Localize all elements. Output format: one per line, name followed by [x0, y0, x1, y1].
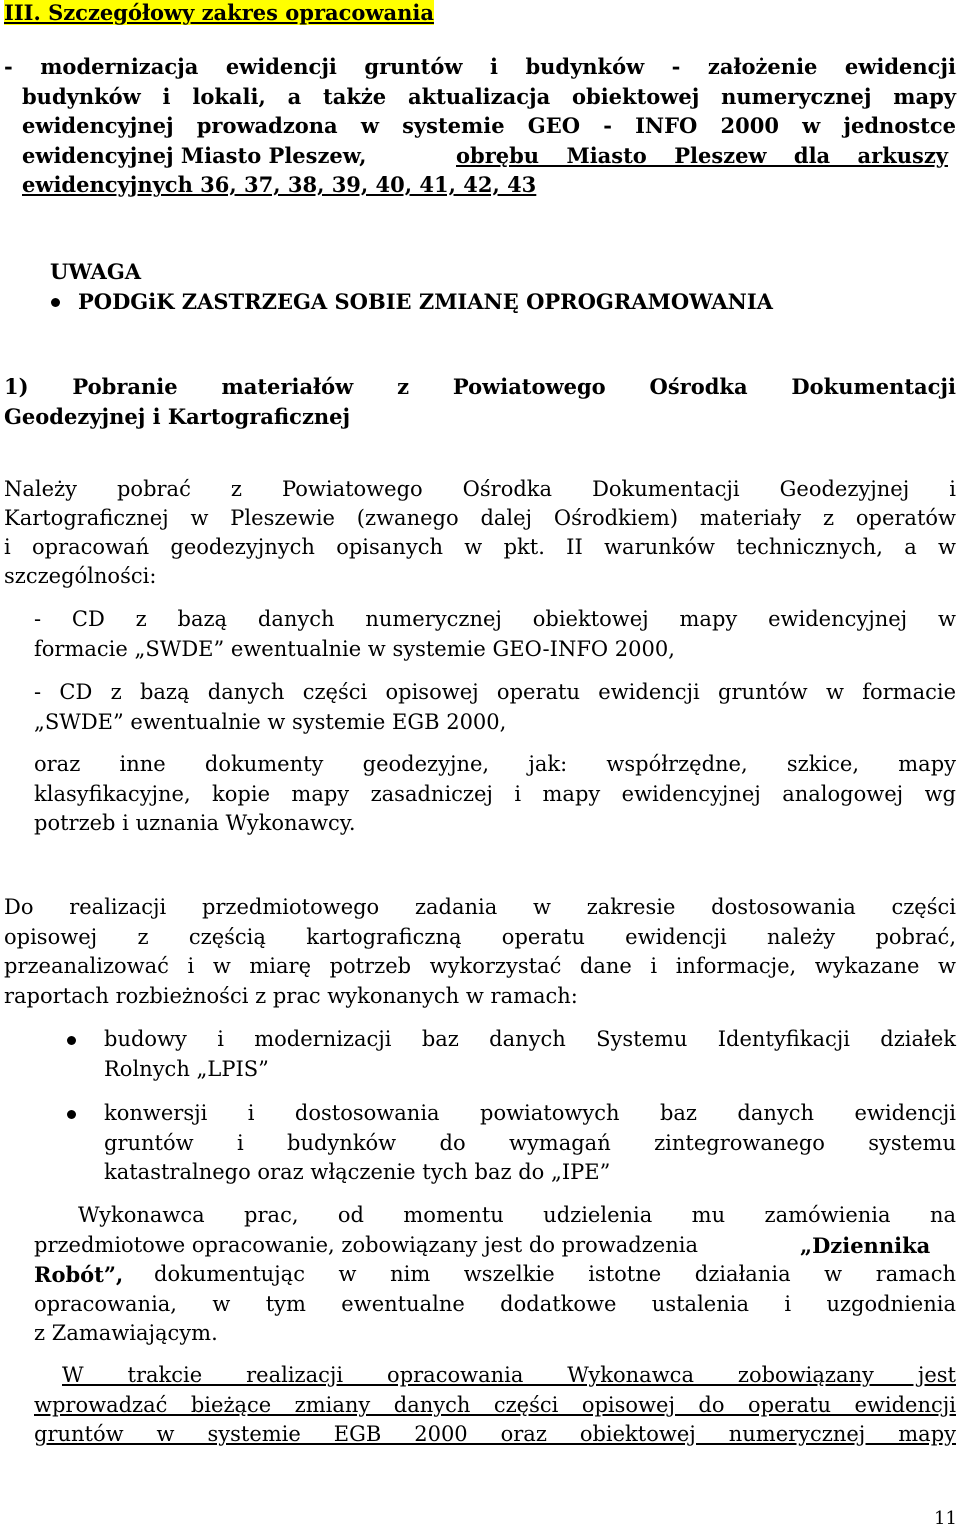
scope-line: ewidencyjnej Miasto Pleszew,: [22, 143, 367, 168]
uwaga-item: PODGiK ZASTRZEGA SOBIE ZMIANĘ OPROGRAMOWANIA: [78, 289, 773, 314]
update-line: W trakcie realizacji opracowania Wykonawca zobowiązany jest: [62, 1363, 956, 1387]
bullet-item-line: gruntów i budynków do wymagań zintegrowanego systemu: [104, 1131, 956, 1155]
scope-line: ewidencyjnej prowadzona w systemie GEO - INFO 2000 w jednostce: [22, 113, 956, 138]
bullet-icon: [67, 1110, 76, 1119]
realization-line: raportach rozbieżności z prac wykonanych w ramach:: [4, 984, 578, 1008]
uwaga-title: UWAGA: [50, 259, 142, 284]
contractor-line: z Zamawiającym.: [34, 1321, 218, 1345]
scope-line-underlined: obrębu Miasto Pleszew dla arkuszy: [456, 143, 948, 168]
contractor-line: Wykonawca prac, od momentu udzielenia mu zamówienia na: [78, 1203, 956, 1227]
other-docs-line: klasyfikacyjne, kopie mapy zasadniczej i mapy ewidencyjnej analogowej wg: [34, 782, 956, 806]
bullet-item-line: katastralnego oraz włączenie tych baz do „IPE”: [104, 1160, 611, 1184]
other-docs-line: potrzeb i uznania Wykonawcy.: [34, 811, 356, 835]
other-docs-line: oraz inne dokumenty geodezyjne, jak: współrzędne, szkice, mapy: [34, 752, 956, 776]
bullet-item-line: Rolnych „LPIS”: [104, 1057, 269, 1081]
section1-para-line: Należy pobrać z Powiatowego Ośrodka Dokumentacji Geodezyjnej i: [4, 477, 956, 501]
section1-para-line: Kartograficznej w Pleszewie (zwanego dalej Ośrodkiem) materiały z operatów: [4, 506, 956, 530]
bullet-icon: [67, 1036, 76, 1045]
section1-heading: 1) Pobranie materiałów z Powiatowego Ośrodka Dokumentacji: [4, 374, 956, 399]
contractor-line: przedmiotowe opracowanie, zobowiązany jest do prowadzenia: [34, 1233, 698, 1257]
bullet-item-line: konwersji i dostosowania powiatowych baz danych ewidencji: [104, 1101, 956, 1125]
scope-line-underlined: ewidencyjnych 36, 37, 38, 39, 40, 41, 42, 43: [22, 172, 537, 197]
update-line: gruntów w systemie EGB 2000 oraz obiektowej numerycznej mapy: [34, 1422, 956, 1446]
page-number: 11: [934, 1508, 957, 1529]
bullet-item-line: budowy i modernizacji baz danych Systemu Identyfikacji działek: [104, 1027, 956, 1051]
realization-line: opisowej z częścią kartograficzną operatu ewidencji należy pobrać,: [4, 925, 956, 949]
section1-para-line: i opracowań geodezyjnych opisanych w pkt. II warunków technicznych, a w: [4, 535, 956, 559]
section-heading: III. Szczegółowy zakres opracowania: [4, 0, 434, 25]
scope-line: - modernizacja ewidencji gruntów i budynków - założenie ewidencji: [4, 54, 956, 79]
material-item-line: - CD z bazą danych części opisowej operatu ewidencji gruntów w formacie: [34, 680, 956, 704]
material-item-line: - CD z bazą danych numerycznej obiektowej mapy ewidencyjnej w: [34, 607, 956, 631]
contractor-bold: Robót”,: [34, 1262, 124, 1287]
bullet-icon: [51, 298, 60, 307]
scope-line: budynków i lokali, a także aktualizacja obiektowej numerycznej mapy: [22, 84, 956, 109]
contractor-line: opracowania, w tym ewentualne dodatkowe ustalenia i uzgodnienia: [34, 1292, 956, 1316]
material-item-line: formacie „SWDE” ewentualnie w systemie GEO-INFO 2000,: [34, 637, 675, 661]
contractor-bold: „Dziennika: [800, 1233, 931, 1258]
update-line: wprowadzać bieżące zmiany danych części opisowej do operatu ewidencji: [34, 1393, 956, 1417]
section1-heading-cont: Geodezyjnej i Kartograficznej: [4, 404, 351, 429]
realization-line: Do realizacji przedmiotowego zadania w zakresie dostosowania części: [4, 895, 956, 919]
section1-para-line: szczególności:: [4, 564, 157, 588]
contractor-line: dokumentując w nim wszelkie istotne działania w ramach: [154, 1262, 956, 1286]
material-item-line: „SWDE” ewentualnie w systemie EGB 2000,: [34, 710, 507, 734]
realization-line: przeanalizować i w miarę potrzeb wykorzystać dane i informacje, wykazane w: [4, 954, 956, 978]
